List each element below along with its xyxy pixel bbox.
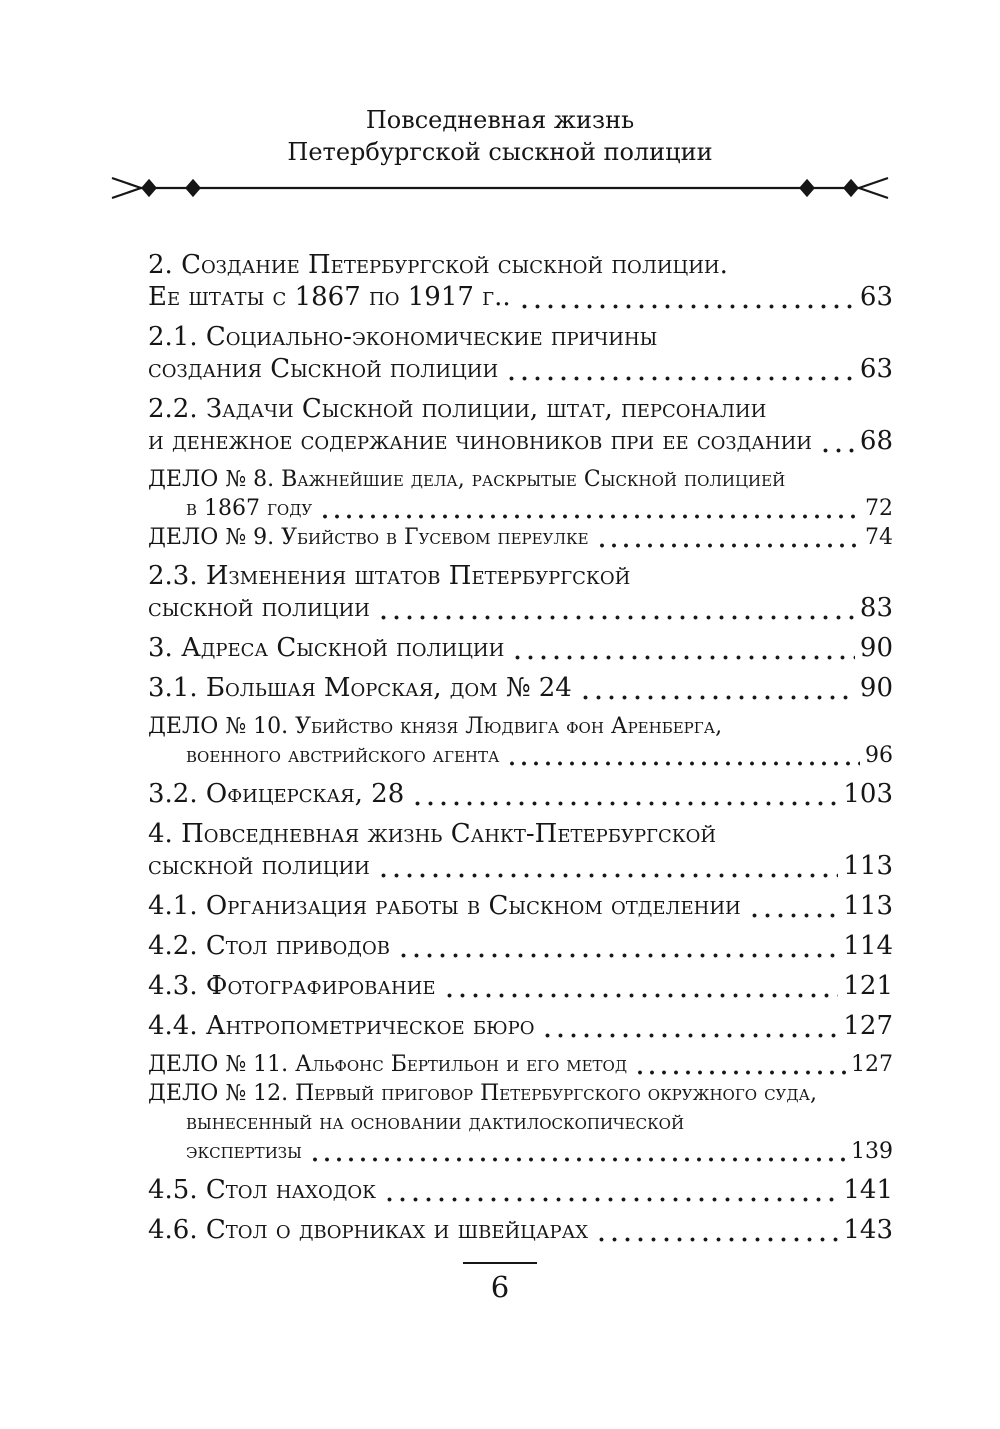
running-header-line1: Повседневная жизнь — [365, 106, 635, 134]
dot-leader — [397, 930, 838, 962]
toc-entry — [148, 778, 893, 810]
toc-entry-title: ДЕЛО № 11. Альфонс Бертильон и его метод — [148, 1052, 628, 1077]
toc-entry-page: 63 — [859, 282, 893, 312]
toc-entry-title: экспертизы — [186, 1139, 302, 1164]
toc-entry-title: 4.1. Организация работы в Сыскном отделении — [148, 891, 741, 921]
toc-entry — [148, 321, 893, 385]
toc-entry — [148, 818, 893, 882]
toc-entry-title: 3.1. Большая Морская, дом № 24 — [148, 673, 572, 703]
toc-entry-line — [148, 1010, 893, 1042]
toc-entry-line — [148, 850, 893, 882]
dot-leader — [383, 1174, 838, 1206]
running-header — [0, 0, 1000, 207]
toc-entry-title: 4.3. Фотографирование — [148, 971, 436, 1001]
toc-entry-title: 3. Адреса Сыскной полиции — [148, 633, 505, 663]
toc-entry-page: 74 — [865, 525, 893, 550]
toc-entry-page: 141 — [843, 1175, 893, 1205]
toc-entry — [148, 1174, 893, 1206]
toc-entry-line — [148, 632, 893, 664]
toc-entry — [148, 1079, 893, 1166]
diamond-icon — [801, 181, 814, 196]
toc-entry-page: 127 — [851, 1052, 893, 1077]
dot-leader — [411, 778, 838, 810]
dot-leader — [506, 741, 860, 770]
toc-entry — [148, 672, 893, 704]
toc-entry-line: 2.1. Социально-экономические причины — [148, 322, 658, 352]
dot-leader — [819, 425, 855, 457]
dot-leader — [595, 1214, 838, 1246]
toc-entry-page: 90 — [859, 673, 893, 703]
toc-entry-line: 2.2. Задачи Сыскной полиции, штат, персоналии — [148, 394, 767, 424]
toc-entry-line: вынесенный на основании дактилоскопической — [186, 1110, 685, 1135]
toc-entry-page: 83 — [859, 593, 893, 623]
toc-entry — [148, 560, 893, 624]
toc-entry — [148, 523, 893, 552]
dot-leader — [511, 632, 855, 664]
toc-entry — [148, 632, 893, 664]
dot-leader — [377, 592, 855, 624]
toc-entry-line — [148, 970, 893, 1002]
toc-entry-line — [148, 425, 893, 457]
toc-entry-title: 4.5. Стол находок — [148, 1175, 377, 1205]
dot-leader — [319, 494, 860, 523]
toc-entry-line — [148, 741, 893, 770]
dot-leader — [505, 353, 855, 385]
diamond-icon — [845, 181, 858, 196]
toc-entry-line — [148, 778, 893, 810]
toc-entry-line: ДЕЛО № 10. Убийство князя Людвига фон Аренберга, — [148, 714, 723, 739]
toc-entry-line — [148, 353, 893, 385]
dot-leader — [541, 1010, 838, 1042]
toc-entry-line: 4. Повседневная жизнь Санкт-Петербургской — [148, 819, 717, 849]
toc-entry-line — [148, 523, 893, 552]
toc-entry-line — [148, 1214, 893, 1246]
toc-entry-page: 143 — [843, 1215, 893, 1245]
toc-entry — [148, 249, 893, 313]
toc-entry-title: военного австрийского агента — [186, 743, 500, 768]
dot-leader — [748, 890, 839, 922]
toc-entry-title: и денежное содержание чиновников при ее создании — [148, 426, 813, 456]
toc-entry-title: 4.4. Антропометрическое бюро — [148, 1011, 535, 1041]
toc-entry-line — [148, 1137, 893, 1166]
toc-entry-title: сыскной полиции — [148, 851, 370, 881]
toc-entry-page: 139 — [851, 1139, 893, 1164]
toc-entry-title: ДЕЛО № 9. Убийство в Гусевом переулке — [148, 525, 589, 550]
toc-entry-page: 90 — [859, 633, 893, 663]
toc-entry-page: 96 — [865, 743, 893, 768]
toc-entry-title: сыскной полиции — [148, 593, 370, 623]
footer-rule — [463, 1262, 537, 1264]
toc-entry-page: 121 — [843, 971, 893, 1001]
toc-entry-line — [148, 930, 893, 962]
toc-entry — [148, 1010, 893, 1042]
toc-entry — [148, 393, 893, 457]
toc-entry — [148, 1050, 893, 1079]
toc-entry-line — [148, 281, 893, 313]
toc-entry-line — [148, 1174, 893, 1206]
left-arrowhead-icon — [112, 178, 141, 198]
table-of-contents — [148, 249, 893, 1246]
dot-leader — [596, 523, 860, 552]
toc-entry-line — [148, 494, 893, 523]
dot-leader — [377, 850, 838, 882]
toc-entry-line — [148, 1050, 893, 1079]
toc-entry-line: ДЕЛО № 8. Важнейшие дела, раскрытые Сыскной полицией — [148, 467, 786, 492]
toc-entry-page: 72 — [865, 496, 893, 521]
toc-entry-line: ДЕЛО № 12. Первый приговор Петербургского окружного суда, — [148, 1081, 817, 1106]
page-footer — [0, 1262, 1000, 1302]
page-number: 6 — [490, 1270, 510, 1304]
right-arrowhead-icon — [859, 178, 888, 198]
toc-entry-title: 3.2. Офицерская, 28 — [148, 779, 405, 809]
toc-entry-line — [148, 592, 893, 624]
toc-entry — [148, 970, 893, 1002]
toc-entry-line: 2.3. Изменения штатов Петербургской — [148, 561, 631, 591]
toc-entry-title: создания Сыскной полиции — [148, 354, 499, 384]
toc-entry — [148, 930, 893, 962]
toc-entry-page: 68 — [859, 426, 893, 456]
toc-entry-title: в 1867 году — [186, 496, 313, 521]
running-header-line2: Петербургской сыскной полиции — [287, 138, 713, 166]
toc-entry-page: 103 — [843, 779, 893, 809]
toc-entry — [148, 890, 893, 922]
diamond-icon — [143, 181, 156, 196]
toc-entry-page: 63 — [859, 354, 893, 384]
header-divider — [0, 175, 1000, 207]
toc-entry-title: 4.6. Стол о дворниках и швейцарах — [148, 1215, 589, 1245]
divider-ornament-icon — [111, 175, 889, 201]
diamond-icon — [187, 181, 200, 196]
toc-entry-line: 2. Создание Петербургской сыскной полиции. — [148, 250, 728, 280]
toc-entry-title: Ее штаты с 1867 по 1917 г.. — [148, 282, 511, 312]
toc-entry-page: 114 — [843, 931, 893, 961]
dot-leader — [634, 1050, 846, 1079]
toc-entry — [148, 712, 893, 770]
toc-entry-page: 127 — [843, 1011, 893, 1041]
toc-entry-page: 113 — [843, 891, 893, 921]
toc-entry-title: 4.2. Стол приводов — [148, 931, 390, 961]
dot-leader — [309, 1137, 846, 1166]
toc-entry-page: 113 — [843, 851, 893, 881]
toc-entry-line — [148, 890, 893, 922]
dot-leader — [579, 672, 855, 704]
toc-entry — [148, 465, 893, 523]
toc-entry-line — [148, 672, 893, 704]
toc-entry — [148, 1214, 893, 1246]
dot-leader — [518, 281, 855, 313]
dot-leader — [443, 970, 839, 1002]
